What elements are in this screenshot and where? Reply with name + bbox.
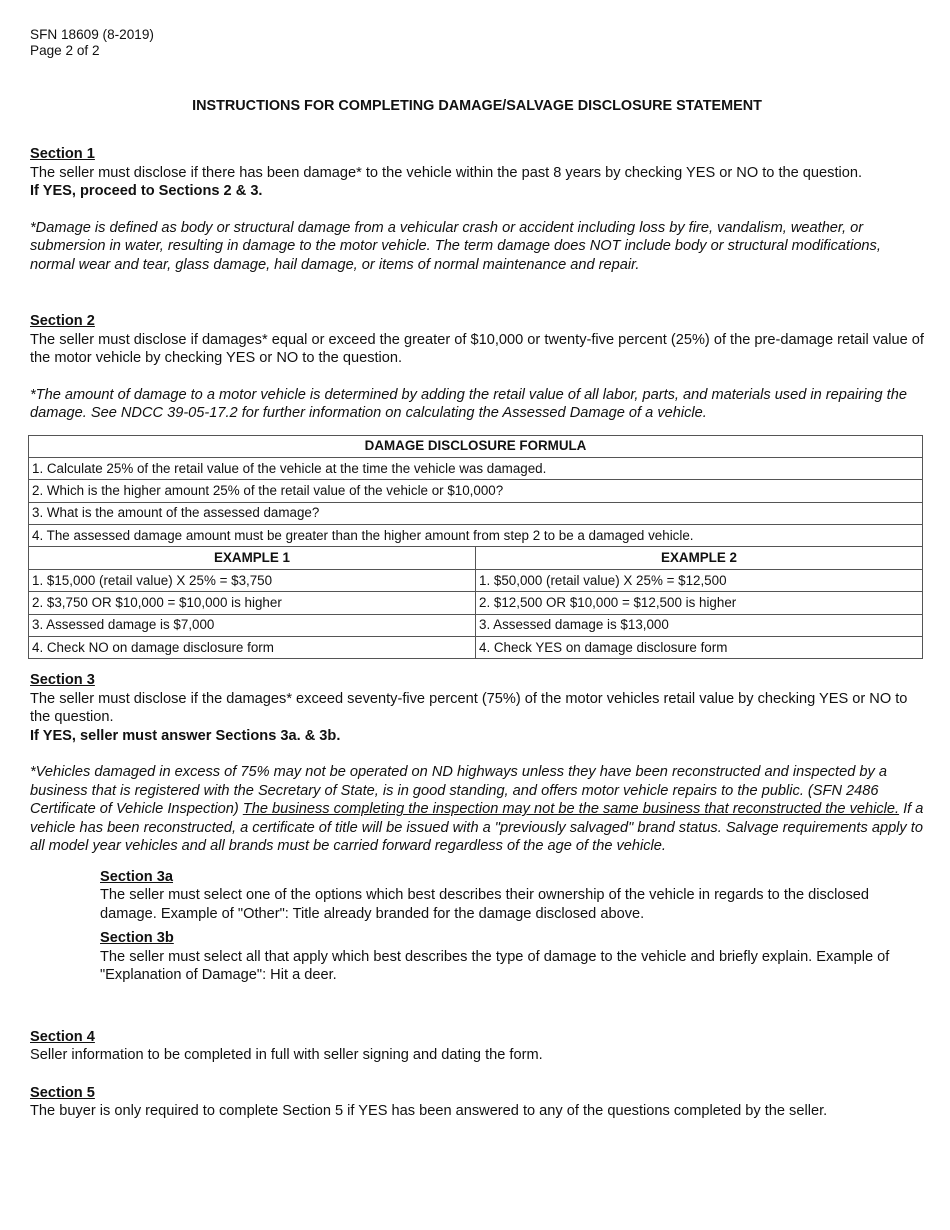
- section-3-note-part1: *Vehicles damaged in excess of 75% may not be operated on ND highways unless they have been reconstructed and inspected by a business that is registered with the Secretary of State, is in good standing, and offers motor vehicle repairs to the public. (SFN 2486 Certificate of Vehicle Inspection): [30, 764, 887, 818]
- formula-step: 2. Which is the higher amount 25% of the retail value of the vehicle or $10,000?: [29, 480, 923, 502]
- formula-step-row: [29, 457, 923, 479]
- example-2-cell: 2. $12,500 OR $10,000 = $12,500 is higher: [476, 592, 923, 614]
- section-4: [30, 1028, 924, 1065]
- formula-step-row: [29, 480, 923, 502]
- example-2-cell: 1. $50,000 (retail value) X 25% = $12,500: [476, 569, 923, 591]
- section-3b-text: The seller must select all that apply which best describes the type of damage to the vehicle and briefly explain. Example of "Explanation of Damage": Hit a deer.: [100, 948, 890, 984]
- formula-step-row: [29, 502, 923, 524]
- table-title-row: [29, 435, 923, 457]
- section-1-heading: Section 1: [30, 146, 95, 162]
- section-3-note-underlined: The business completing the inspection may not be the same business that reconstructed the vehicle.: [242, 801, 900, 818]
- example-header-row: [29, 547, 923, 569]
- example-row: [29, 614, 923, 636]
- section-4-text: Seller information to be completed in full with seller signing and dating the form.: [30, 1047, 543, 1064]
- section-3a: [100, 868, 924, 924]
- formula-step: 1. Calculate 25% of the retail value of the vehicle at the time the vehicle was damaged.: [29, 457, 923, 479]
- section-3a-heading: Section 3a: [100, 868, 173, 885]
- section-2-note: *The amount of damage to a motor vehicle is determined by adding the retail value of all labor, parts, and materials used in repairing the damage. See NDCC 39-05-17.2 for further information on calculating the Assessed Damage of a vehicle.: [30, 386, 907, 421]
- example-1-cell: 2. $3,750 OR $10,000 = $10,000 is higher: [29, 592, 476, 614]
- section-3b-heading: Section 3b: [100, 930, 174, 947]
- example-2-cell: 3. Assessed damage is $13,000: [476, 614, 923, 636]
- example-2-cell: 4. Check YES on damage disclosure form: [476, 637, 923, 659]
- example-2-header: EXAMPLE 2: [476, 547, 923, 569]
- section-5-text: The buyer is only required to complete Section 5 if YES has been answered to any of the questions completed by the seller.: [30, 1103, 828, 1120]
- example-row: [29, 569, 923, 591]
- section-3b: [100, 929, 924, 985]
- example-row: [29, 592, 923, 614]
- section-3: [30, 671, 924, 856]
- section-5-heading: Section 5: [30, 1084, 95, 1101]
- section-2: [30, 312, 924, 423]
- example-1-cell: 1. $15,000 (retail value) X 25% = $3,750: [29, 569, 476, 591]
- formula-step-row: [29, 525, 923, 547]
- example-row: [29, 637, 923, 659]
- section-2-text: The seller must disclose if damages* equal or exceed the greater of $10,000 or twenty-five percent (25%) of the pre-damage retail value of the motor vehicle by checking YES or NO to the question.: [30, 331, 924, 366]
- example-1-cell: 3. Assessed damage is $7,000: [29, 614, 476, 636]
- section-3-note: [30, 763, 924, 856]
- table-title: DAMAGE DISCLOSURE FORMULA: [29, 435, 923, 457]
- section-3a-text: The seller must select one of the options which best describes their ownership of the vehicle in regards to the disclosed damage. Example of "Other": Title already branded for the damage disclosed above.: [100, 887, 870, 922]
- section-3-heading: Section 3: [30, 672, 95, 689]
- section-1-note: *Damage is defined as body or structural damage from a vehicular crash or accident including loss by fire, vandalism, weather, or submersion in water, resulting in damage to the motor vehicle. The term damage does NOT include body or structural modifications, normal wear and tear, glass damage, hail damage, or items of normal maintenance and repair.: [30, 219, 881, 273]
- form-number: SFN 18609 (8-2019): [30, 27, 154, 42]
- example-1-cell: 4. Check NO on damage disclosure form: [29, 637, 476, 659]
- damage-disclosure-formula-table: [28, 435, 923, 660]
- section-3-text: The seller must disclose if the damages* exceed seventy-five percent (75%) of the motor vehicles retail value by checking YES or NO to the question.: [30, 690, 908, 726]
- section-4-heading: Section 4: [30, 1028, 95, 1045]
- section-1-text: The seller must disclose if there has been damage* to the vehicle within the past 8 years by checking YES or NO to the question.: [30, 164, 863, 181]
- page-number: Page 2 of 2: [30, 43, 100, 58]
- formula-step: 4. The assessed damage amount must be greater than the higher amount from step 2 to be a damaged vehicle.: [29, 525, 923, 547]
- document-page: [30, 27, 924, 1121]
- example-1-header: EXAMPLE 1: [29, 547, 476, 569]
- section-3-bold-text: If YES, seller must answer Sections 3a. & 3b.: [30, 727, 341, 744]
- section-2-heading: Section 2: [30, 313, 95, 329]
- document-title: INSTRUCTIONS FOR COMPLETING DAMAGE/SALVAGE DISCLOSURE STATEMENT: [192, 98, 762, 114]
- section-1: [30, 145, 924, 274]
- section-1-bold-text: If YES, proceed to Sections 2 & 3.: [30, 183, 263, 199]
- section-3-note-part2: If a vehicle has been reconstructed, a certificate of title will be issued with a "previously salvaged" brand status. Salvage requirements apply to all model year vehicles and all brands must be carried forward regardless of the age of the vehicle.: [30, 801, 924, 855]
- formula-step: 3. What is the amount of the assessed damage?: [29, 502, 923, 524]
- section-5: [30, 1084, 924, 1121]
